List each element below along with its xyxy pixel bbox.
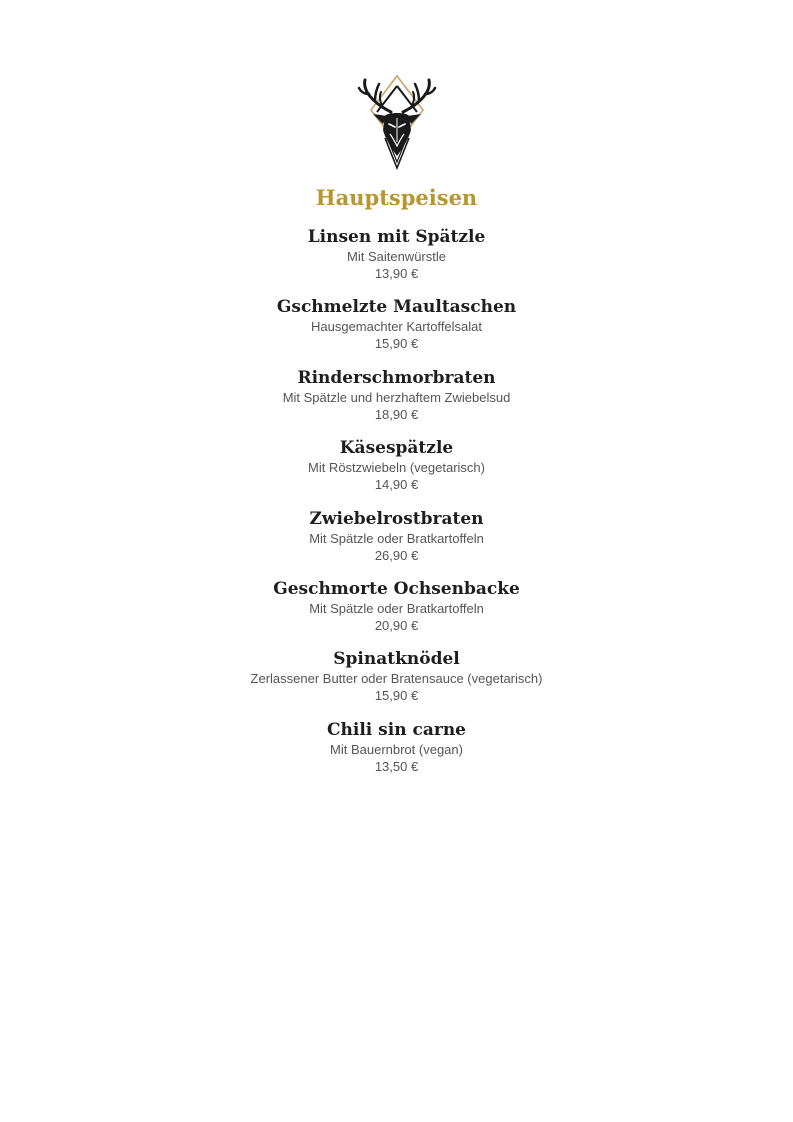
dish-price: 15,90 € [374,336,419,352]
dish-price: 20,90 € [374,617,419,633]
dish-description: Mit Röstzwiebeln (vegetarisch) [307,460,485,476]
dish-name: Käsespätzle [339,438,454,459]
dish-name: Chili sin carne [327,719,466,740]
dish-name: Zwiebelrostbraten [309,508,484,529]
dish-price: 18,90 € [374,406,419,422]
dish-description: Mit Saitenwürstle [347,249,446,264]
dish-name: Gschmelzte Maultaschen [276,297,517,318]
dish-price: 13,50 € [374,758,419,774]
dish-item [0,719,793,789]
dish-name: Geschmorte Ochsenbacke [273,578,520,599]
dish-price: 14,90 € [374,477,419,493]
dish-description: Zerlassener Butter oder Bratensauce (vegetarisch) [250,671,543,687]
dish-item [0,578,793,648]
dish-description: Mit Bauernbrot (vegan) [330,741,463,757]
dish-name: Spinatknödel [333,649,460,670]
dish-item [0,296,793,366]
deer-head-icon [357,72,437,170]
dish-description: Mit Spätzle und herzhaftem Zwiebelsud [282,389,511,405]
dish-item [0,437,793,507]
dish-list [0,226,793,789]
dish-item [0,648,793,718]
dish-item [0,367,793,437]
dish-description: Mit Spätzle oder Bratkartoffeln [309,530,484,546]
section-title: Hauptspeisen [315,185,478,210]
dish-price: 13,90 € [374,266,419,281]
dish-price: 15,90 € [374,688,419,704]
dish-description: Mit Spätzle oder Bratkartoffeln [309,600,484,616]
dish-price: 26,90 € [374,547,419,563]
dish-name: Linsen mit Spätzle [307,227,486,247]
dish-description: Hausgemachter Kartoffelsalat [310,319,483,335]
dish-item [0,226,793,296]
dish-item [0,508,793,578]
dish-name: Rinderschmorbraten [297,367,496,388]
